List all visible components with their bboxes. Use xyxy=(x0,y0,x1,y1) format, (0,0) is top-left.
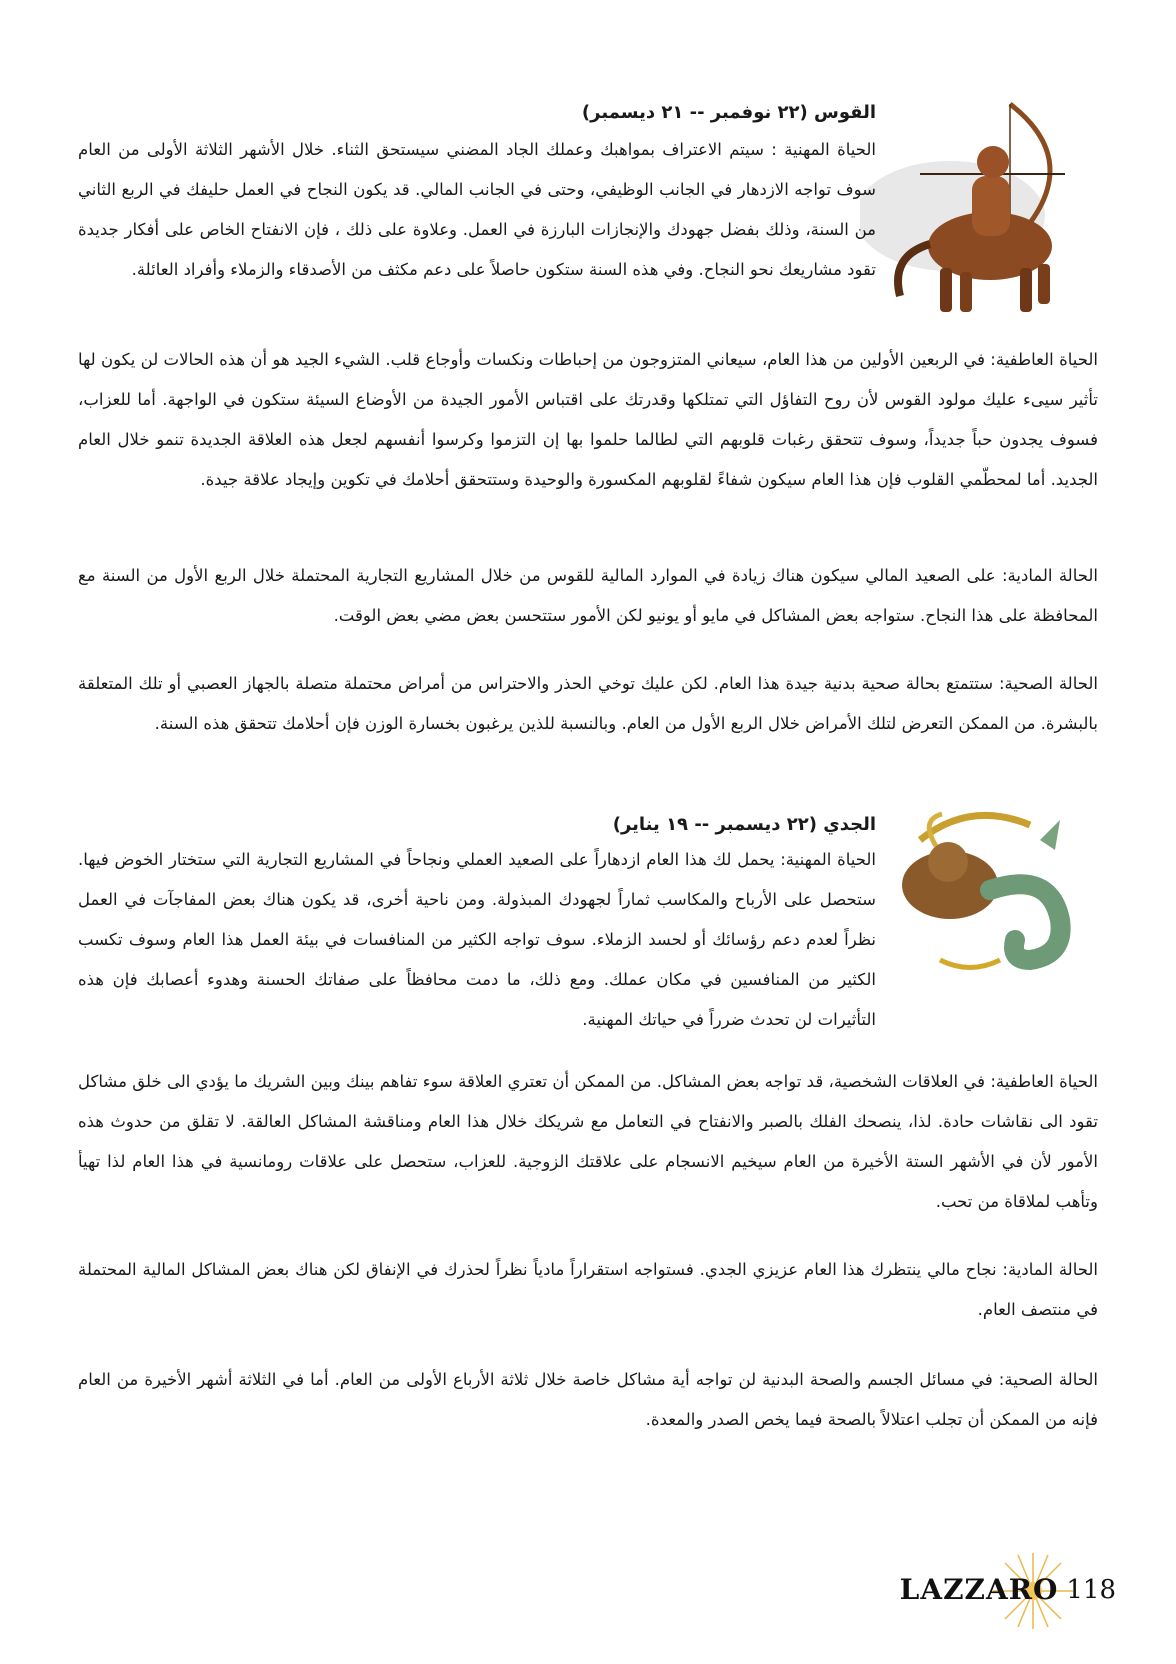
goat-head xyxy=(928,842,968,882)
capricorn-illustration xyxy=(880,810,1110,980)
brand-name: LAZZARO xyxy=(899,1573,1059,1606)
capricorn-money-paragraph: الحالة المادية: نجاح مالي ينتظرك هذا العام عزيزي الجدي. فستواجه استقراراً مادياً نظراً لحذرك في الإنفاق لكن هناك بعض المشاكل المالية المحتملة في منتصف العام. xyxy=(78,1260,1098,1319)
page-number: 118 xyxy=(1066,1574,1116,1605)
leg-3 xyxy=(1020,268,1032,312)
capricorn-career-paragraph: الحياة المهنية: يحمل لك هذا العام ازدهاراً على الصعيد العملي ونجاحاً في المشاريع التجارية التي ستختار الخوض فيها. ستحصل على الأرباح والمكاسب ثماراً لجهودك المبذولة. ومن ناحية أخرى، قد يكون هناك بعض المفاجآت في العمل نظراً لعدم دعم رؤسائك أو لحسد الزملاء. سوف تواجه الكثير من المنافسات في بيئة العمل هذا العام وسوف تكسب الكثير من المنافسين في مكان عملك. ومع ذلك، ما دمت محافظاً على صفاتك الحسنة وهدوء أعصابك فإن هذه التأثيرات لن تحدث ضرراً في حياتك المهنية. xyxy=(78,850,876,1029)
capricorn-love-paragraph: الحياة العاطفية: في العلاقات الشخصية، قد تواجه بعض المشاكل. من الممكن أن تعتري العلاقة سوء تفاهم بينك وبين الشريك ما يؤدي الى خلق مشاكل تقود الى نقاشات حادة. لذا، ينصحك الفلك بالصبر والانفتاح في التعامل مع شريكك خلال هذا العام ومناقشة المشاكل العالقة. لا تقلق من حدوث هذه الأمور لأن في الأشهر الستة الأخيرة من العام سيخيم الانسجام على علاقتك الزوجية. للعزاب، ستحصل على علاقات رومانسية في هذا العام لذا تهيأ وتأهب لملاقاة من تحب. xyxy=(78,1072,1098,1211)
capricorn-title: الجدي (٢٢ ديسمبر -- ١٩ يناير) xyxy=(612,814,876,835)
leg-2 xyxy=(960,272,972,312)
leg-1 xyxy=(940,268,952,312)
sagittarius-illustration xyxy=(860,96,1100,316)
fin xyxy=(1040,820,1060,850)
capricorn-health-paragraph: الحالة الصحية: في مسائل الجسم والصحة البدنية لن تواجه أية مشاكل خاصة خلال ثلاثة الأرباع الأولى من العام. أما في الثلاثة أشهر الأخيرة من العام فإنه من الممكن أن تجلب اعتلالاً بالصحة فيما يخص الصدر والمعدة. xyxy=(78,1370,1098,1429)
fish-tail xyxy=(990,884,1061,960)
leg-4 xyxy=(1038,264,1050,304)
sagittarius-career-paragraph: الحياة المهنية : سيتم الاعتراف بمواهبك وعملك الجاد المضني سيستحق الثناء. خلال الأشهر الثلاثة الأولى من العام سوف تواجه الازدهار في الجانب الوظيفي، وحتى في الجانب المالي. قد يكون النجاح في العمل حليفك في الربع الثاني من السنة، وذلك بفضل جهودك والإنجازات البارزة في العمل. وعلاوة على ذلك ، فإن الانفتاح الخاص على أفكار جديدة تقود مشاريعك نحو النجاح. وفي هذه السنة ستكون حاصلاً على دعم مكثف من الأصدقاء والزملاء وأفراد العائلة. xyxy=(78,140,876,279)
sagittarius-love-paragraph: الحياة العاطفية: في الربعين الأولين من هذا العام، سيعاني المتزوجون من إحباطات ونكسات وأوجاع قلب. الشيء الجيد هو أن هذه الحالات لن يكون لها تأثير سيىء عليك مولود القوس لأن روح التفاؤل التي تمتلكها وقدرتك على اقتباس الأمور الجيدة من الأوضاع السيئة ستكون في الواجهة. أما للعزاب، فسوف يجدون حباً جديداً، وسوف تتحقق رغبات قلوبهم التي لطالما حلموا بها إن التزموا وكرسوا أنفسهم لجعل هذه العلاقة الجديدة تنمو خلال العام الجديد. أما لمحطّمي القلوب فإن هذا العام سيكون شفاءً لقلوبهم المكسورة والوحيدة وستتحقق أحلامك في تكوين وإيجاد علاقة جيدة. xyxy=(78,350,1098,489)
goat-horn-swirl xyxy=(920,815,1030,840)
sagittarius-health-paragraph: الحالة الصحية: ستتمتع بحالة صحية بدنية جيدة هذا العام. لكن عليك توخي الحذر والاحتراس من أمراض محتملة متصلة بالجهاز العصبي أو تلك المتعلقة بالبشرة. من الممكن التعرض لتلك الأمراض خلال الربع الأول من العام. وبالنسبة للذين يرغبون بخسارة الوزن فإن أحلامك تتحقق هذه السنة. xyxy=(78,674,1098,733)
page-footer xyxy=(900,1573,1116,1606)
brand-logo xyxy=(900,1573,1059,1606)
centaur-head xyxy=(977,146,1009,178)
sagittarius-money-paragraph: الحالة المادية: على الصعيد المالي سيكون هناك زيادة في الموارد المالية للقوس من خلال المشاريع التجارية المحتملة خلال الربع الأول من السنة مع المحافظة على هذا النجاح. ستواجه بعض المشاكل في مايو أو يونيو لكن الأمور ستتحسن بعض مضي بعض الوقت. xyxy=(78,566,1098,625)
sagittarius-title: القوس (٢٢ نوفمبر -- ٢١ ديسمبر) xyxy=(581,102,876,123)
centaur-torso xyxy=(972,176,1010,236)
golden-curl xyxy=(940,960,1000,968)
